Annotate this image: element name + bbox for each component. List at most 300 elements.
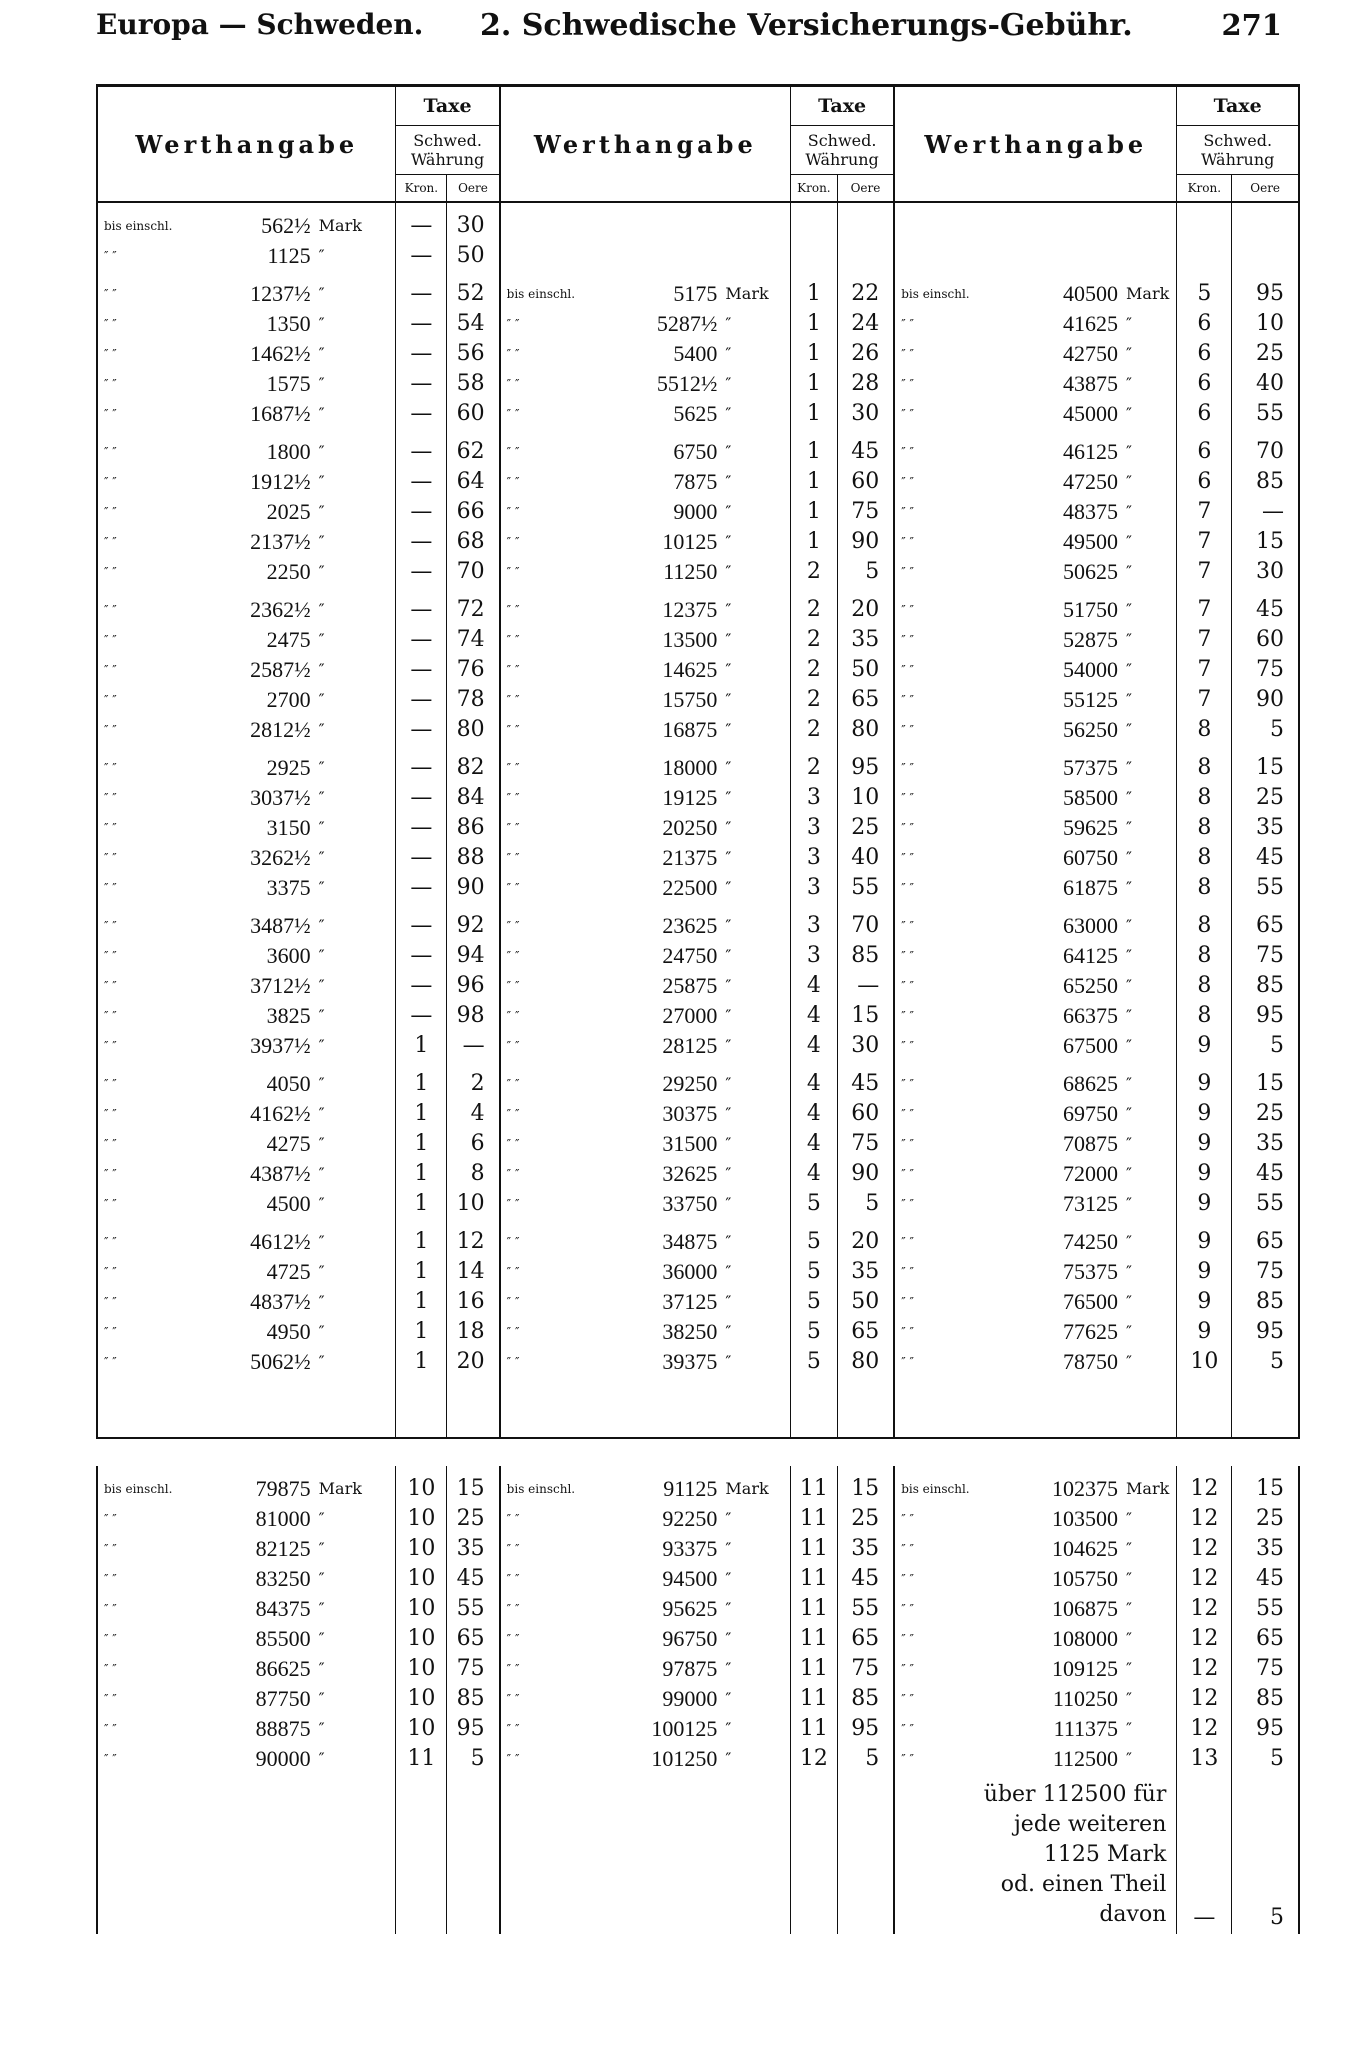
value-amount: 106875 (1052, 1596, 1119, 1621)
fee-oere: 80 (447, 715, 500, 745)
table-row (97, 1654, 1299, 1684)
fee-kronen: 1 (791, 309, 838, 339)
value-prefix: ″ ″ (894, 309, 983, 339)
value-unit: ″ (725, 1629, 732, 1648)
fee-kronen: — (396, 753, 447, 783)
value-prefix: ″ ″ (104, 317, 117, 331)
value-prefix: ″ ″ (894, 941, 983, 971)
value-amount: 42750 (1063, 341, 1119, 366)
fee-oere: 30 (837, 1031, 894, 1061)
fee-kronen: 1 (396, 1031, 447, 1061)
value-unit: Mark (725, 284, 769, 303)
value-unit: ″ (725, 1749, 732, 1768)
value-amount: 3487½ (250, 913, 311, 938)
empty-cell (791, 241, 838, 271)
fee-oere: 5 (1232, 1031, 1299, 1061)
value-unit: ″ (725, 1599, 732, 1618)
value-prefix: ″ ″ (894, 339, 983, 369)
fee-kronen: 10 (396, 1654, 447, 1684)
fee-oere: 95 (1232, 279, 1299, 309)
value-unit: ″ (318, 246, 325, 265)
fee-kronen: 4 (791, 1069, 838, 1099)
value-amount: 108000 (1052, 1626, 1119, 1651)
value-amount: 59625 (1063, 815, 1119, 840)
fee-kronen: 8 (1177, 753, 1232, 783)
table-row (97, 527, 1299, 557)
value-prefix: bis einschl. (894, 1474, 983, 1504)
fee-oere: 58 (447, 369, 500, 399)
value-unit: ″ (1126, 1569, 1133, 1588)
value-unit: ″ (1126, 1659, 1133, 1678)
value-amount: 83250 (255, 1566, 311, 1591)
fee-kronen: 5 (791, 1189, 838, 1219)
fee-oere: 30 (837, 399, 894, 429)
fee-kronen: 5 (791, 1347, 838, 1377)
empty-cell (984, 211, 1126, 241)
table-row (97, 1624, 1299, 1654)
value-prefix: ″ ″ (500, 941, 594, 971)
value-prefix: ″ ″ (894, 813, 983, 843)
table-row (97, 873, 1299, 903)
value-amount: 2250 (266, 559, 311, 584)
fee-oere: 96 (447, 971, 500, 1001)
empty-cell (1177, 211, 1232, 241)
value-unit: ″ (318, 1006, 325, 1025)
value-amount: 15750 (662, 687, 718, 712)
value-prefix: ″ ″ (894, 1684, 983, 1714)
fee-kronen: 6 (1177, 437, 1232, 467)
fee-oere: 22 (837, 279, 894, 309)
value-prefix: bis einschl. (104, 219, 173, 233)
fee-kronen: 12 (1177, 1714, 1232, 1744)
fee-oere: 90 (447, 873, 500, 903)
fee-oere: 45 (1232, 595, 1299, 625)
value-unit: Mark (318, 216, 362, 235)
fee-kronen: — (396, 437, 447, 467)
value-amount: 61875 (1063, 875, 1119, 900)
empty-cell (1232, 211, 1299, 241)
value-amount: 18000 (662, 755, 718, 780)
fee-kronen: 11 (790, 1594, 837, 1624)
fee-oere: 10 (837, 783, 894, 813)
value-amount: 2587½ (250, 657, 311, 682)
table-row (97, 1069, 1299, 1099)
value-amount: 3262½ (250, 845, 311, 870)
fee-kronen: 10 (396, 1714, 447, 1744)
fee-kronen: 5 (1177, 279, 1232, 309)
value-amount: 82125 (255, 1536, 311, 1561)
fee-oere: 45 (1232, 1159, 1299, 1189)
fee-oere: 65 (1232, 1624, 1299, 1654)
table-row (97, 437, 1299, 467)
fee-oere: 10 (447, 1189, 500, 1219)
value-prefix: ″ ″ (500, 1069, 594, 1099)
fee-oere: 45 (837, 1069, 894, 1099)
fee-kronen: — (396, 971, 447, 1001)
col-header-werthangabe-2: Werthangabe (500, 86, 791, 203)
fee-oere: 55 (1232, 873, 1299, 903)
fee-oere: 20 (447, 1347, 500, 1377)
value-amount: 91125 (663, 1476, 718, 1501)
value-amount: 1912½ (250, 469, 311, 494)
value-prefix: ″ ″ (104, 445, 117, 459)
value-prefix: ″ ″ (894, 497, 983, 527)
value-prefix: ″ ″ (894, 753, 983, 783)
tariff-table-upper (96, 84, 1300, 1439)
value-unit: ″ (1126, 1292, 1132, 1311)
value-prefix: bis einschl. (500, 279, 594, 309)
value-amount: 76500 (1063, 1289, 1119, 1314)
fee-oere: 65 (1232, 911, 1299, 941)
fee-kronen: 1 (396, 1227, 447, 1257)
value-unit: ″ (1126, 1104, 1132, 1123)
value-amount: 30375 (662, 1101, 718, 1126)
value-unit: ″ (318, 344, 325, 363)
fee-kronen: 11 (790, 1624, 837, 1654)
value-prefix: ″ ″ (894, 1227, 983, 1257)
value-unit: ″ (725, 788, 732, 807)
fee-oere: 15 (1232, 527, 1299, 557)
fee-oere: 62 (447, 437, 500, 467)
value-prefix: ″ ″ (104, 1572, 117, 1586)
value-prefix: ″ ″ (500, 1129, 594, 1159)
fee-kronen: 8 (1177, 715, 1232, 745)
value-prefix: ″ ″ (500, 557, 594, 587)
value-prefix: ″ ″ (500, 309, 594, 339)
fee-oere: 5 (837, 1189, 894, 1219)
fee-oere: 20 (837, 595, 894, 625)
value-prefix: ″ ″ (104, 1632, 117, 1646)
fee-kronen: 4 (791, 1001, 838, 1031)
fee-kronen: 10 (396, 1474, 447, 1504)
table-row (97, 813, 1299, 843)
fee-oere: 15 (447, 1474, 500, 1504)
fee-kronen: 5 (791, 1227, 838, 1257)
fee-oere: 98 (447, 1001, 500, 1031)
fee-oere: 50 (447, 241, 500, 271)
value-prefix: ″ ″ (104, 979, 117, 993)
fee-oere: 65 (837, 1624, 894, 1654)
value-prefix: ″ ″ (894, 1534, 983, 1564)
fee-kronen: 2 (791, 557, 838, 587)
value-amount: 2362½ (250, 597, 311, 622)
value-unit: ″ (1126, 1134, 1132, 1153)
fee-oere: 25 (447, 1504, 500, 1534)
fee-oere: 2 (447, 1069, 500, 1099)
value-amount: 63000 (1063, 913, 1119, 938)
value-prefix: ″ ″ (894, 1069, 983, 1099)
fee-kronen: 4 (791, 971, 838, 1001)
col-header-oere-2: Oere (837, 175, 894, 203)
value-amount: 3150 (266, 815, 311, 840)
fee-kronen: 7 (1177, 497, 1232, 527)
value-amount: 13500 (662, 627, 718, 652)
value-unit: ″ (1126, 344, 1132, 363)
value-unit: ″ (725, 976, 732, 995)
value-prefix: ″ ″ (894, 437, 983, 467)
value-unit: ″ (1126, 720, 1132, 739)
table-row (97, 1129, 1299, 1159)
fee-oere: 40 (1232, 369, 1299, 399)
table-row (97, 1474, 1299, 1504)
value-amount: 99000 (662, 1686, 718, 1711)
value-unit: ″ (1126, 1074, 1132, 1093)
fee-kronen: 12 (1177, 1594, 1232, 1624)
value-prefix: ″ ″ (894, 971, 983, 1001)
value-amount: 1125 (267, 243, 311, 268)
fee-kronen: 5 (791, 1317, 838, 1347)
fee-kronen: 7 (1177, 625, 1232, 655)
fee-kronen: 6 (1177, 467, 1232, 497)
value-unit: ″ (1126, 1539, 1133, 1558)
value-amount: 109125 (1052, 1656, 1119, 1681)
fee-oere: 28 (837, 369, 894, 399)
value-unit: ″ (725, 1036, 732, 1055)
value-amount: 12375 (662, 597, 718, 622)
value-prefix: ″ ″ (500, 1624, 594, 1654)
value-unit: ″ (318, 1104, 325, 1123)
table-row (97, 685, 1299, 715)
fee-oere: 5 (1232, 1347, 1299, 1377)
value-unit: ″ (318, 1134, 325, 1153)
table-row (97, 753, 1299, 783)
value-amount: 102375 (1052, 1476, 1119, 1501)
value-unit: ″ (1126, 1599, 1133, 1618)
fee-oere: 60 (837, 1099, 894, 1129)
value-amount: 28125 (662, 1033, 718, 1058)
value-unit: ″ (318, 600, 325, 619)
value-prefix: ″ ″ (104, 633, 117, 647)
value-prefix: ″ ″ (104, 1009, 117, 1023)
value-amount: 16875 (662, 717, 718, 742)
value-prefix: ″ ″ (104, 949, 117, 963)
fee-kronen: 1 (396, 1129, 447, 1159)
value-unit: Mark (725, 1479, 769, 1498)
fee-oere: 35 (837, 1534, 894, 1564)
fee-oere: 66 (447, 497, 500, 527)
value-unit: ″ (318, 502, 325, 521)
value-prefix: bis einschl. (894, 279, 983, 309)
value-amount: 5062½ (250, 1349, 311, 1374)
table-row (97, 1287, 1299, 1317)
table-row (97, 211, 1299, 241)
fee-kronen: — (396, 873, 447, 903)
value-unit: ″ (725, 562, 732, 581)
empty-cell (894, 211, 983, 241)
col-header-kron-3: Kron. (1177, 175, 1232, 203)
fee-kronen: 5 (791, 1287, 838, 1317)
value-amount: 9000 (673, 499, 718, 524)
fee-oere: 50 (837, 1287, 894, 1317)
fee-kronen: 11 (396, 1744, 447, 1774)
fee-oere: 95 (447, 1714, 500, 1744)
table-row (97, 279, 1299, 309)
value-amount: 5625 (673, 401, 718, 426)
value-unit: ″ (318, 1292, 325, 1311)
value-amount: 21375 (662, 845, 718, 870)
value-prefix: ″ ″ (500, 783, 594, 813)
value-prefix: ″ ″ (104, 1265, 117, 1279)
fee-kronen: 9 (1177, 1159, 1232, 1189)
fee-oere: 55 (837, 1594, 894, 1624)
fee-oere: — (1232, 497, 1299, 527)
table-row (97, 1317, 1299, 1347)
value-amount: 97875 (662, 1656, 718, 1681)
fee-kronen: 12 (1177, 1504, 1232, 1534)
fee-kronen: — (396, 625, 447, 655)
value-unit: ″ (1126, 1352, 1132, 1371)
value-unit: ″ (725, 1352, 732, 1371)
table-row (97, 595, 1299, 625)
value-amount: 2925 (266, 755, 311, 780)
value-amount: 1687½ (250, 401, 311, 426)
value-prefix: ″ ″ (894, 1129, 983, 1159)
fee-oere: 5 (837, 557, 894, 587)
fee-oere: 90 (1232, 685, 1299, 715)
value-amount: 90000 (255, 1746, 311, 1771)
value-prefix: ″ ″ (894, 655, 983, 685)
value-unit: ″ (318, 1074, 325, 1093)
col-header-werthangabe-1: Werthangabe (97, 86, 396, 203)
fee-kronen: 9 (1177, 1317, 1232, 1347)
value-amount: 4500 (266, 1191, 311, 1216)
fee-kronen: 8 (1177, 813, 1232, 843)
value-unit: ″ (318, 1194, 325, 1213)
value-unit: ″ (725, 472, 732, 491)
value-amount: 67500 (1063, 1033, 1119, 1058)
value-unit: ″ (725, 1569, 732, 1588)
value-unit: ″ (725, 1509, 732, 1528)
value-amount: 92250 (662, 1506, 718, 1531)
fee-oere: 5 (1232, 1744, 1299, 1774)
fee-kronen: 11 (790, 1684, 837, 1714)
fee-kronen: — (396, 911, 447, 941)
fee-kronen: 10 (396, 1624, 447, 1654)
value-unit: ″ (1126, 976, 1132, 995)
col-header-waehrung-1: Schwed. Währung (396, 126, 500, 175)
col-header-waehrung-2: Schwed. Währung (791, 126, 895, 175)
value-prefix: ″ ″ (104, 1662, 117, 1676)
empty-cell (1232, 241, 1299, 271)
fee-oere: 75 (1232, 941, 1299, 971)
value-unit: ″ (725, 1194, 732, 1213)
value-prefix: ″ ″ (500, 399, 594, 429)
value-amount: 4725 (266, 1259, 311, 1284)
table-row (97, 339, 1299, 369)
fee-oere: 10 (1232, 309, 1299, 339)
value-unit: ″ (1126, 1322, 1132, 1341)
table-row (97, 369, 1299, 399)
fee-oere: 5 (447, 1744, 500, 1774)
note-row (97, 1774, 1299, 1934)
value-prefix: ″ ″ (894, 1001, 983, 1031)
value-prefix: ″ ″ (104, 1692, 117, 1706)
empty-cell (1177, 241, 1232, 271)
value-prefix: ″ ″ (104, 377, 117, 391)
fee-kronen: 4 (791, 1159, 838, 1189)
value-amount: 19125 (662, 785, 718, 810)
fee-kronen: 8 (1177, 843, 1232, 873)
fee-kronen: 1 (396, 1159, 447, 1189)
value-amount: 96750 (662, 1626, 718, 1651)
value-prefix: ″ ″ (104, 1107, 117, 1121)
empty-cell (837, 241, 894, 271)
value-amount: 41625 (1063, 311, 1119, 336)
value-amount: 52875 (1063, 627, 1119, 652)
fee-oere: 85 (837, 1684, 894, 1714)
table-row (97, 655, 1299, 685)
fee-kronen: 3 (791, 873, 838, 903)
table-row (97, 1099, 1299, 1129)
value-unit: ″ (1126, 758, 1132, 777)
value-amount: 51750 (1063, 597, 1119, 622)
value-prefix: ″ ″ (500, 873, 594, 903)
fee-oere: 16 (447, 1287, 500, 1317)
value-amount: 32625 (662, 1161, 718, 1186)
fee-kronen: — (396, 279, 447, 309)
fee-oere: 85 (1232, 467, 1299, 497)
table-row (97, 1714, 1299, 1744)
value-amount: 4275 (266, 1131, 311, 1156)
fee-oere: 70 (1232, 437, 1299, 467)
value-unit: ″ (725, 878, 732, 897)
value-unit: ″ (1126, 1509, 1133, 1528)
value-unit: ″ (725, 758, 732, 777)
value-amount: 4387½ (250, 1161, 311, 1186)
value-prefix: ″ ″ (500, 1227, 594, 1257)
value-amount: 69750 (1063, 1101, 1119, 1126)
table-row (97, 557, 1299, 587)
value-unit: Mark (1126, 1479, 1170, 1498)
value-unit: ″ (1126, 788, 1132, 807)
table-row (97, 1504, 1299, 1534)
surcharge-note (894, 1774, 1177, 1934)
value-prefix: ″ ″ (894, 595, 983, 625)
value-unit: ″ (725, 1104, 732, 1123)
value-unit: ″ (1126, 1719, 1133, 1738)
col-header-kron-2: Kron. (791, 175, 838, 203)
value-unit: ″ (318, 284, 325, 303)
value-unit: ″ (318, 532, 325, 551)
note-line: 1125 Mark (1043, 1842, 1167, 1867)
fee-oere: 95 (837, 753, 894, 783)
value-unit: ″ (1126, 1164, 1132, 1183)
table-row (97, 241, 1299, 271)
value-amount: 110250 (1052, 1686, 1119, 1711)
table-row (97, 1189, 1299, 1219)
value-prefix: ″ ″ (104, 603, 117, 617)
fee-kronen: — (396, 399, 447, 429)
fee-kronen: 3 (791, 813, 838, 843)
value-unit: ″ (318, 720, 325, 739)
fee-kronen: 11 (790, 1504, 837, 1534)
value-unit: ″ (725, 502, 732, 521)
fee-kronen: 9 (1177, 1227, 1232, 1257)
value-prefix: ″ ″ (104, 1602, 117, 1616)
fee-kronen: 11 (790, 1564, 837, 1594)
value-prefix: ″ ″ (500, 813, 594, 843)
table-row (97, 911, 1299, 941)
fee-oere: 5 (1232, 1774, 1299, 1934)
value-prefix: ″ ″ (500, 437, 594, 467)
value-unit: ″ (318, 1509, 325, 1528)
fee-kronen: 8 (1177, 873, 1232, 903)
fee-oere: 25 (837, 1504, 894, 1534)
value-prefix: ″ ″ (500, 1654, 594, 1684)
fee-oere: 65 (837, 685, 894, 715)
fee-kronen: 2 (791, 753, 838, 783)
value-amount: 93375 (662, 1536, 718, 1561)
